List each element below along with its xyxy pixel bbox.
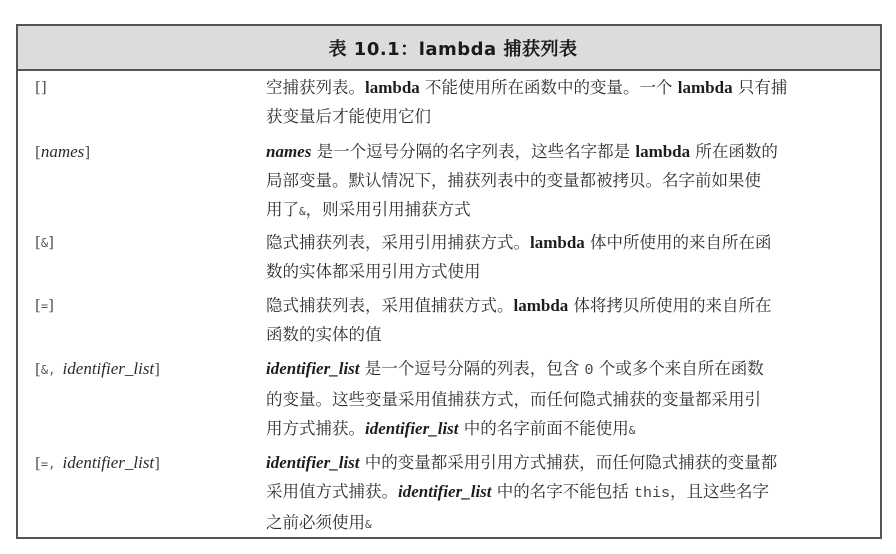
code-text: & — [628, 424, 636, 437]
identifier-text: identifier_list — [398, 482, 492, 501]
description-line — [266, 195, 872, 226]
keyword-text: lambda — [677, 78, 733, 97]
code-text: & — [365, 518, 372, 531]
description-text: 之前必须使用 — [266, 513, 365, 532]
capture-name: names — [40, 142, 85, 161]
description-line — [266, 257, 872, 286]
description-text: 个或多个来自所在函数 — [593, 359, 764, 378]
capture-name: identifier_list — [62, 453, 155, 472]
description-line — [266, 414, 872, 445]
description-text: ，且这些名字 — [670, 482, 770, 501]
description-text: 中的名字前面不能使用 — [458, 419, 629, 438]
identifier-text: identifier_list — [266, 453, 360, 472]
description-text: 的变量。这些变量采用值捕获方式，而任何隐式捕获的变量都采用引 — [266, 390, 761, 409]
description-text: 不能使用所在函数中的变量。一个 — [419, 78, 678, 97]
description-text: 只有捕 — [732, 78, 788, 97]
open-bracket: [ — [35, 78, 41, 96]
open-bracket: [ — [35, 296, 41, 314]
identifier-text: identifier_list — [266, 359, 360, 378]
description-text: 采用值方式捕获。 — [266, 482, 398, 501]
description-line — [266, 166, 872, 195]
description-text: 隐式捕获列表，采用值捕获方式。 — [266, 296, 514, 315]
close-bracket: ] — [40, 78, 47, 96]
keyword-text: lambda — [530, 233, 585, 252]
close-bracket: ] — [84, 143, 91, 161]
description-text: 用了 — [266, 200, 299, 219]
capture-symbol: = — [40, 299, 49, 313]
identifier-text: identifier_list — [365, 419, 459, 438]
description-text: 数的实体都采用引用方式使用 — [266, 262, 481, 281]
description-line — [266, 477, 872, 508]
description-line — [266, 508, 872, 539]
capture-syntax — [35, 354, 160, 385]
description-text: 局部变量。默认情况下，捕获列表中的变量都被拷贝。名字前如果使 — [266, 171, 761, 190]
description-text: 所在函数的 — [690, 142, 778, 161]
lambda-capture-table — [16, 24, 882, 539]
description-text: ，则采用引用捕获方式 — [305, 200, 471, 219]
description-text: 体将拷贝所使用的来自所在 — [568, 296, 772, 315]
keyword-text: lambda — [365, 78, 420, 97]
identifier-text: names — [266, 142, 312, 161]
description-line — [266, 354, 872, 385]
description-line — [266, 385, 872, 414]
code-text: 0 — [584, 362, 594, 379]
capture-syntax — [35, 137, 90, 167]
description-text: 函数的实体的值 — [266, 325, 382, 344]
open-bracket: [ — [35, 360, 41, 378]
capture-symbol: &, — [40, 363, 63, 377]
capture-description — [266, 448, 872, 539]
keyword-text: lambda — [635, 142, 691, 161]
description-line — [266, 228, 872, 257]
close-bracket: ] — [154, 360, 161, 378]
capture-symbol: & — [40, 236, 49, 250]
capture-description — [266, 354, 872, 445]
description-line — [266, 448, 872, 477]
capture-description — [266, 228, 872, 286]
capture-description — [266, 291, 872, 349]
table-title: 表 10.1：lambda 捕获列表 — [328, 38, 578, 60]
code-text: this — [634, 485, 671, 502]
capture-syntax — [35, 291, 54, 321]
description-line — [266, 102, 872, 131]
table-header — [18, 26, 880, 71]
description-text: 中的名字不能包括 — [491, 482, 634, 501]
close-bracket: ] — [154, 454, 161, 472]
description-line — [266, 73, 872, 102]
open-bracket: [ — [35, 233, 41, 251]
description-text: 用方式捕获。 — [266, 419, 365, 438]
keyword-text: lambda — [513, 296, 569, 315]
description-text: 体中所使用的来自所在函 — [584, 233, 772, 252]
description-text: 空捕获列表。 — [266, 78, 365, 97]
close-bracket: ] — [48, 296, 54, 314]
capture-syntax — [35, 73, 47, 102]
capture-name: identifier_list — [62, 359, 155, 378]
open-bracket: [ — [35, 143, 41, 161]
close-bracket: ] — [48, 233, 54, 251]
open-bracket: [ — [35, 454, 41, 472]
capture-description — [266, 137, 872, 226]
description-line — [266, 137, 872, 166]
capture-syntax — [35, 448, 160, 479]
description-text: 是一个逗号分隔的名字列表，这些名字都是 — [311, 142, 636, 161]
capture-syntax — [35, 228, 54, 258]
description-text: 中的变量都采用引用方式捕获，而任何隐式捕获的变量都 — [359, 453, 778, 472]
description-text: 隐式捕获列表，采用引用捕获方式。 — [266, 233, 530, 252]
description-line — [266, 291, 872, 320]
description-text: 是一个逗号分隔的列表，包含 — [359, 359, 585, 378]
code-text: & — [299, 205, 306, 218]
capture-symbol: =, — [40, 457, 63, 471]
capture-description — [266, 73, 872, 131]
description-text: 获变量后才能使用它们 — [266, 107, 431, 126]
description-line — [266, 320, 872, 349]
